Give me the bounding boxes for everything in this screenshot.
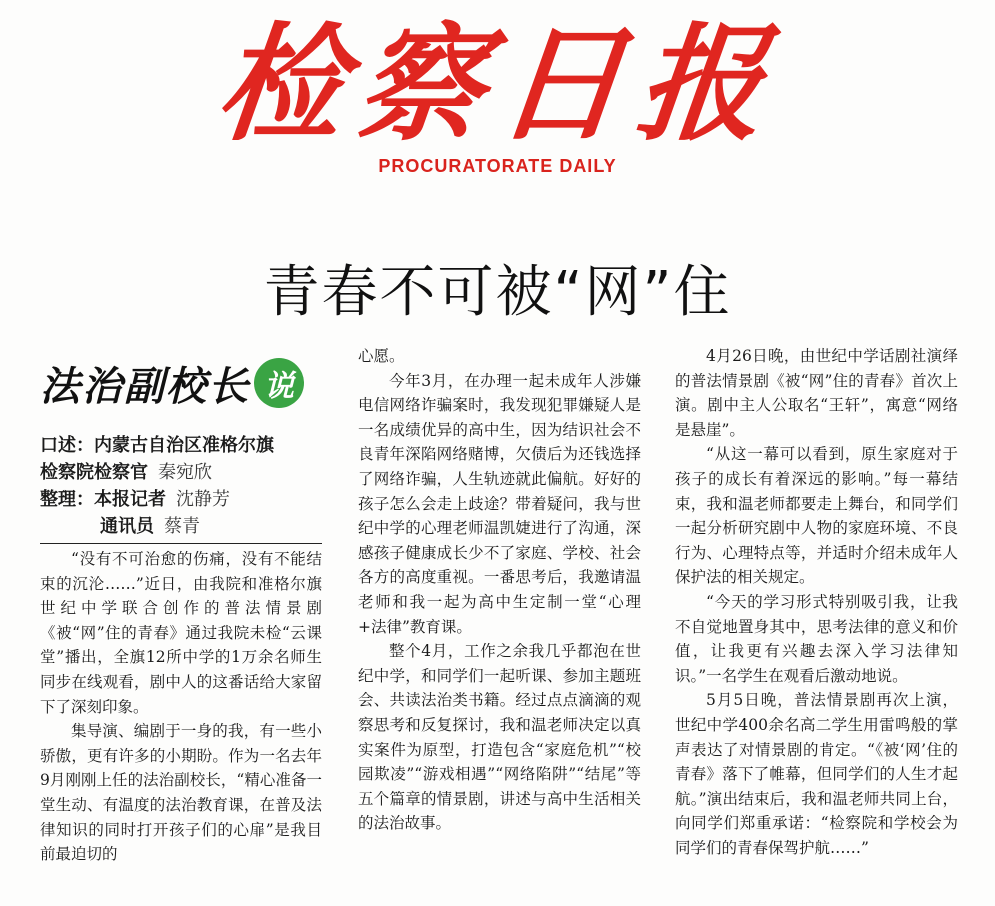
article-column-1 xyxy=(40,547,322,867)
paragraph: “今天的学习形式特别吸引我，让我不自觉地置身其中，思考法律的意义和价值，让我更有兴趣去深入学习法律知识。”一名学生在观看后激动地说。 xyxy=(675,592,958,685)
paragraph: 整个4月，工作之余我几乎都泡在世纪中学，和同学们一起听课、参加主题班会、共读法治类书籍。经过点点滴滴的观察思考和反复探讨，我和温老师决定以真实案件为原型，打造包含“家庭危机”“校园欺凌”“游戏相遇”“网络陷阱”“结尾”等五个篇章的情景剧，讲述与高中生活相关的法治故事。 xyxy=(358,642,641,833)
byline-line-1 xyxy=(40,432,325,459)
byline-divider xyxy=(40,543,322,544)
byline-label: 检察院检察官 xyxy=(40,462,148,483)
masthead-subtitle: PROCURATORATE DAILY xyxy=(378,156,617,176)
paragraph: 集导演、编剧于一身的我，有一些小骄傲，更有许多的小期盼。作为一名去年9月刚刚上任的法治副校长，“精心准备一堂生动、有温度的法治教育课，在普及法律知识的同时打开孩子们的心扉”是我目前最迫切的 xyxy=(40,722,322,864)
author-name: 秦宛欣 xyxy=(158,462,212,483)
byline-label: 通讯员 xyxy=(100,516,154,537)
correspondent-name: 蔡青 xyxy=(164,516,200,537)
byline-line-3 xyxy=(40,486,325,513)
paragraph: 4月26日晚，由世纪中学话剧社演绎的普法情景剧《被“网”住的青春》首次上演。剧中主人公取名“王轩”，寓意“网络是悬崖”。 xyxy=(675,347,958,439)
masthead xyxy=(0,10,995,177)
paragraph: 心愿。 xyxy=(358,347,405,365)
article-headline: 青春不可被“网”住 xyxy=(263,260,732,325)
byline-line-2 xyxy=(40,459,325,486)
article-column-3 xyxy=(675,344,958,860)
reporter-name: 沈静芳 xyxy=(176,489,230,510)
byline xyxy=(40,432,325,540)
byline-label: 整理：本报记者 xyxy=(40,489,166,510)
paragraph: “从这一幕可以看到，原生家庭对于孩子的成长有着深远的影响。”每一幕结束，我和温老师都要走上舞台，和同学们一起分析研究剧中人物的家庭环境、不良行为、心理特点等，并适时介绍未成年人保护法的相关规定。 xyxy=(675,445,958,587)
paragraph: 今年3月，在办理一起未成年人涉嫌电信网络诈骗案时，我发现犯罪嫌疑人是一名成绩优异的高中生，因为结识社会不良青年深陷网络赌博，欠债后为还钱选择了网络诈骗，人生轨迹就此偏航。好好的孩子怎么会走上歧途？带着疑问，我与世纪中学的心理老师温凯婕进行了沟通，深感孩子健康成长少不了家庭、学校、社会各方的高度重视。一番思考后，我邀请温老师和我一起为高中生定制一堂“心理+法律”教育课。 xyxy=(358,371,641,636)
paragraph: “没有不可治愈的伤痛，没有不能结束的沉沦……”近日，由我院和准格尔旗世纪中学联合创作的普法情景剧《被“网”住的青春》通过我院未检“云课堂”播出，全旗12所中学的1万余名师生同步在线观看，剧中人的这番话给大家留下了深刻印象。 xyxy=(40,550,322,716)
byline-line-4 xyxy=(40,513,325,540)
byline-label: 口述：内蒙古自治区准格尔旗 xyxy=(40,435,274,456)
paragraph: 5月5日晚，普法情景剧再次上演，世纪中学400余名高二学生用雷鸣般的掌声表达了对情景剧的肯定。“《被‘网’住的青春》落下了帷幕，但同学们的人生才起航。”演出结束后，我和温老师共同上台，向同学们郑重承诺：“检察院和学校会为同学们的青春保驾护航……” xyxy=(675,691,958,857)
column-name: 法治副校长 xyxy=(40,363,250,410)
speech-bubble-icon: 说 xyxy=(254,358,304,408)
masthead-title: 检察日报 xyxy=(209,11,786,158)
column-badge xyxy=(40,352,304,414)
article-column-2 xyxy=(358,344,641,836)
